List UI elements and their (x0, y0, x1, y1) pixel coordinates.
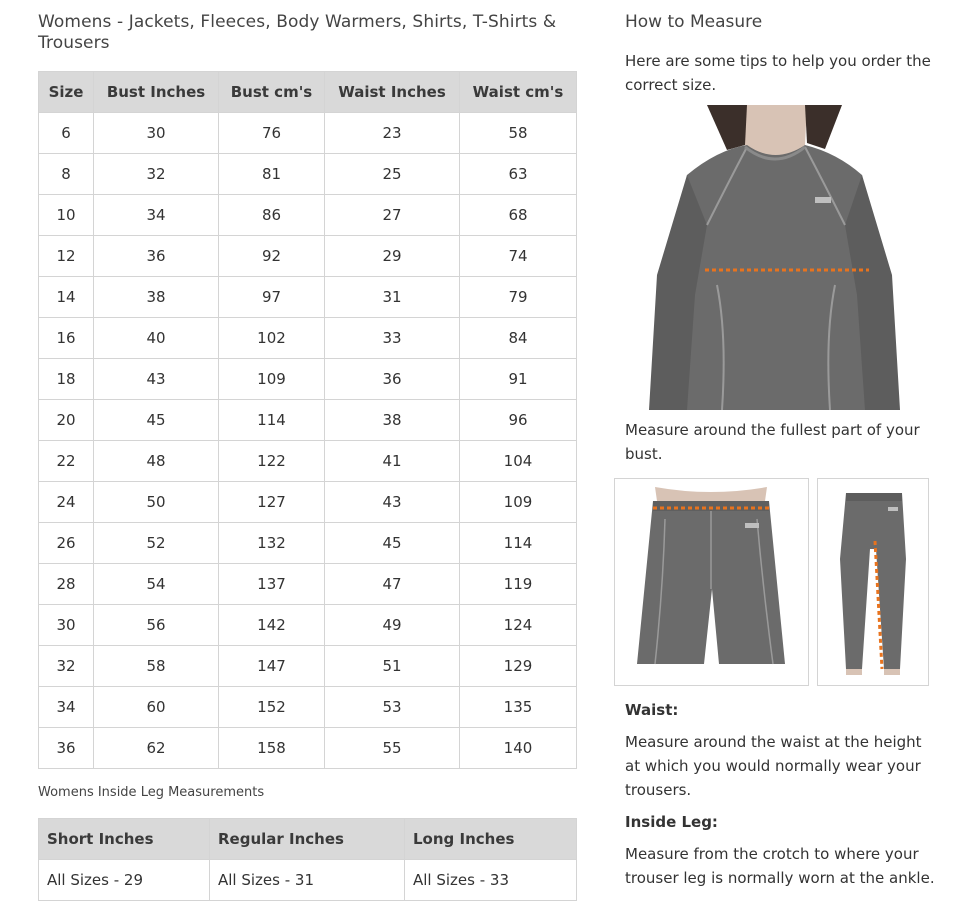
size-table-cell: 92 (219, 236, 325, 277)
size-table-cell: 36 (325, 359, 460, 400)
size-table-cell: 56 (94, 605, 219, 646)
size-table-cell: 34 (39, 687, 94, 728)
trousers-waist-illustration (615, 479, 808, 685)
size-table-header-cell: Size (39, 72, 94, 113)
size-table-cell: 23 (325, 113, 460, 154)
size-table-cell: 26 (39, 523, 94, 564)
size-table-cell: 47 (325, 564, 460, 605)
leg-value-short: All Sizes - 29 (39, 860, 210, 901)
how-to-measure-title: How to Measure (625, 12, 763, 32)
size-table-cell: 76 (219, 113, 325, 154)
size-table-cell: 58 (460, 113, 577, 154)
size-table-row (39, 482, 577, 523)
size-table-cell: 8 (39, 154, 94, 195)
size-table-cell: 124 (460, 605, 577, 646)
size-table-cell: 45 (325, 523, 460, 564)
size-table-cell: 114 (219, 400, 325, 441)
size-table-cell: 96 (460, 400, 577, 441)
size-table-cell: 29 (325, 236, 460, 277)
inside-leg-heading: Inside Leg: (625, 813, 718, 831)
size-table-cell: 102 (219, 318, 325, 359)
size-table-cell: 158 (219, 728, 325, 769)
inside-leg-table (38, 818, 577, 901)
size-table-row (39, 318, 577, 359)
bust-measure-image (647, 105, 902, 410)
size-table-cell: 84 (460, 318, 577, 359)
how-to-intro: Here are some tips to help you order the correct size. (625, 52, 931, 94)
size-table-row (39, 195, 577, 236)
size-table-cell: 30 (94, 113, 219, 154)
size-table-row (39, 113, 577, 154)
leg-value-regular: All Sizes - 31 (210, 860, 405, 901)
size-table-cell: 97 (219, 277, 325, 318)
size-table-cell: 36 (39, 728, 94, 769)
waist-instruction: Measure around the waist at the height at which you would normally wear your trousers. (625, 733, 922, 799)
size-table-cell: 62 (94, 728, 219, 769)
size-table-cell: 27 (325, 195, 460, 236)
leg-header-regular: Regular Inches (210, 819, 405, 860)
leg-header-short: Short Inches (39, 819, 210, 860)
size-table-cell: 43 (94, 359, 219, 400)
waist-measure-image (614, 478, 809, 686)
size-table-header-cell: Waist cm's (460, 72, 577, 113)
size-table-cell: 58 (94, 646, 219, 687)
size-table-cell: 32 (39, 646, 94, 687)
size-table-cell: 81 (219, 154, 325, 195)
inside-leg-caption: Womens Inside Leg Measurements (38, 785, 265, 800)
leg-header-long: Long Inches (405, 819, 577, 860)
size-table-row (39, 236, 577, 277)
size-table-cell: 114 (460, 523, 577, 564)
size-table-cell: 20 (39, 400, 94, 441)
size-table-cell: 32 (94, 154, 219, 195)
size-table-cell: 25 (325, 154, 460, 195)
size-table-cell: 60 (94, 687, 219, 728)
size-table-cell: 109 (219, 359, 325, 400)
size-table-cell: 33 (325, 318, 460, 359)
leggings-inside-leg-illustration (818, 479, 928, 685)
inside-leg-measure-image (817, 478, 929, 686)
size-table-cell: 38 (94, 277, 219, 318)
size-table-cell: 34 (94, 195, 219, 236)
size-table-cell: 41 (325, 441, 460, 482)
size-table-row (39, 564, 577, 605)
bust-instruction: Measure around the fullest part of your bust. (625, 421, 920, 463)
size-table-cell: 142 (219, 605, 325, 646)
size-table-cell: 63 (460, 154, 577, 195)
size-table-cell: 50 (94, 482, 219, 523)
size-table-cell: 40 (94, 318, 219, 359)
size-table-row (39, 728, 577, 769)
size-table-cell: 135 (460, 687, 577, 728)
size-table-cell: 74 (460, 236, 577, 277)
size-table-cell: 31 (325, 277, 460, 318)
size-table-cell: 137 (219, 564, 325, 605)
size-table-cell: 51 (325, 646, 460, 687)
size-table-cell: 68 (460, 195, 577, 236)
size-table-cell: 43 (325, 482, 460, 523)
size-table-cell: 140 (460, 728, 577, 769)
long-sleeve-top-illustration (647, 105, 902, 410)
leg-table-header-row (39, 819, 577, 860)
size-table-cell: 52 (94, 523, 219, 564)
size-table (38, 71, 577, 769)
size-table-cell: 10 (39, 195, 94, 236)
size-table-cell: 22 (39, 441, 94, 482)
size-table-row (39, 523, 577, 564)
size-table-cell: 132 (219, 523, 325, 564)
size-table-cell: 55 (325, 728, 460, 769)
size-table-row (39, 359, 577, 400)
size-table-header-row (39, 72, 577, 113)
size-table-cell: 127 (219, 482, 325, 523)
size-table-cell: 48 (94, 441, 219, 482)
size-table-cell: 109 (460, 482, 577, 523)
size-table-cell: 119 (460, 564, 577, 605)
size-table-header-cell: Bust Inches (94, 72, 219, 113)
size-table-cell: 6 (39, 113, 94, 154)
inside-leg-instruction: Measure from the crotch to where your trouser leg is normally worn at the ankle. (625, 845, 935, 887)
size-table-cell: 152 (219, 687, 325, 728)
size-table-row (39, 687, 577, 728)
size-table-cell: 45 (94, 400, 219, 441)
size-table-cell: 129 (460, 646, 577, 687)
leg-table-row (39, 860, 577, 901)
size-table-cell: 38 (325, 400, 460, 441)
size-table-cell: 91 (460, 359, 577, 400)
size-table-cell: 14 (39, 277, 94, 318)
size-table-row (39, 277, 577, 318)
size-table-cell: 53 (325, 687, 460, 728)
size-table-cell: 86 (219, 195, 325, 236)
size-table-cell: 24 (39, 482, 94, 523)
size-table-row (39, 646, 577, 687)
size-table-cell: 79 (460, 277, 577, 318)
size-table-row (39, 605, 577, 646)
size-table-header-cell: Bust cm's (219, 72, 325, 113)
size-table-cell: 54 (94, 564, 219, 605)
size-table-cell: 36 (94, 236, 219, 277)
waist-heading: Waist: (625, 701, 679, 719)
size-table-row (39, 400, 577, 441)
size-table-cell: 16 (39, 318, 94, 359)
size-table-cell: 122 (219, 441, 325, 482)
size-table-cell: 147 (219, 646, 325, 687)
size-table-cell: 28 (39, 564, 94, 605)
leg-value-long: All Sizes - 33 (405, 860, 577, 901)
size-table-row (39, 154, 577, 195)
size-table-row (39, 441, 577, 482)
size-table-cell: 12 (39, 236, 94, 277)
size-table-cell: 49 (325, 605, 460, 646)
size-table-cell: 30 (39, 605, 94, 646)
page-title: Womens - Jackets, Fleeces, Body Warmers, Shirts, T-Shirts & Trousers (38, 12, 557, 53)
size-table-header-cell: Waist Inches (325, 72, 460, 113)
size-table-cell: 18 (39, 359, 94, 400)
size-table-cell: 104 (460, 441, 577, 482)
